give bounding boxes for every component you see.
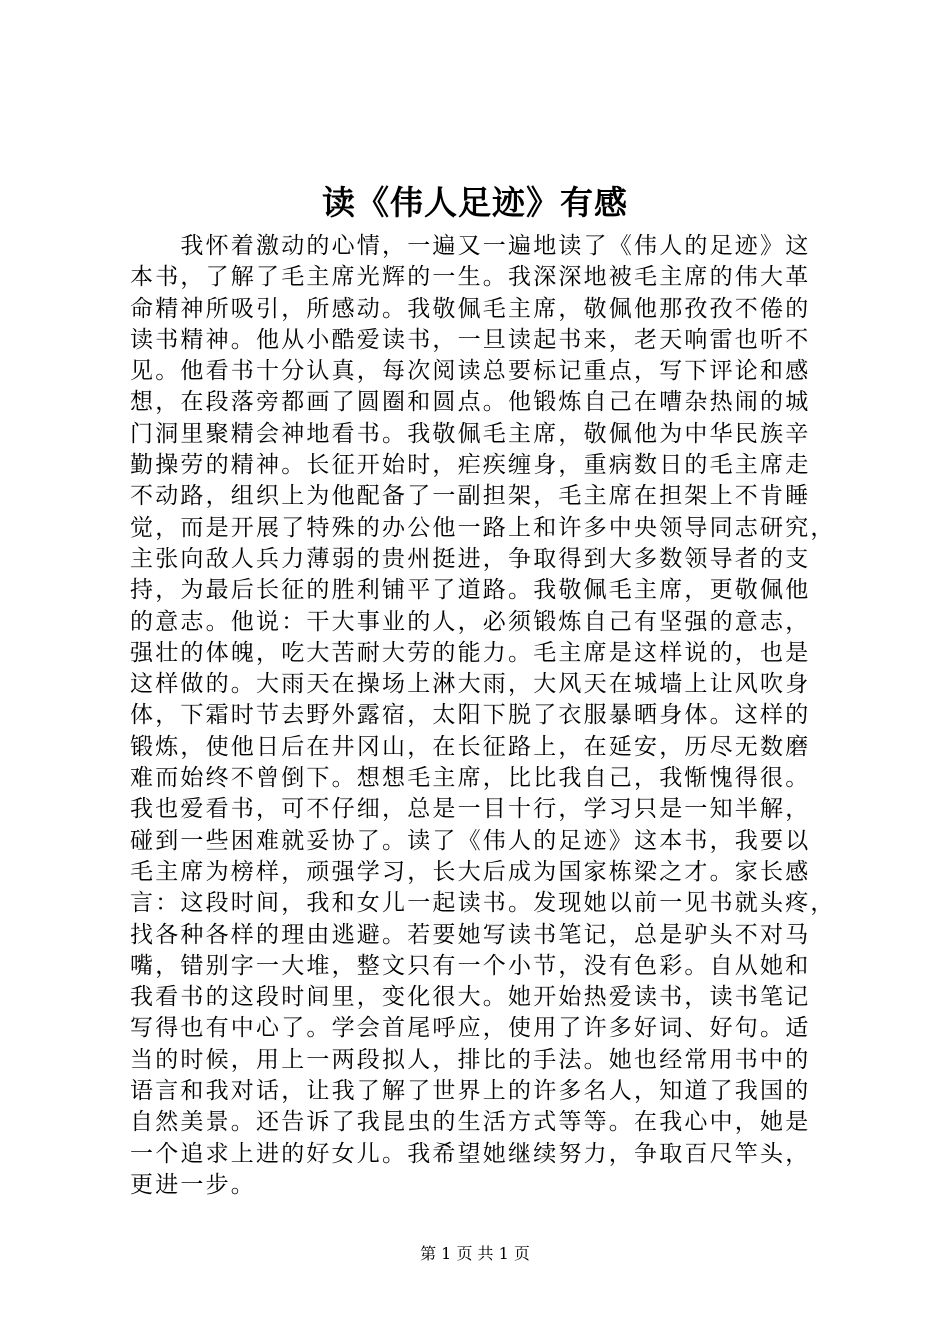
paragraph-line: 找各种各样的理由逃避。若要她写读书笔记，总是驴头不对马 bbox=[130, 921, 811, 948]
paragraph-line: 命精神所吸引，所感动。我敬佩毛主席，敬佩他那孜孜不倦的 bbox=[130, 295, 811, 322]
paragraph-line: 门洞里聚精会神地看书。我敬佩毛主席，敬佩他为中华民族辛 bbox=[130, 420, 811, 447]
paragraph-line: 锻炼，使他日后在井冈山，在长征路上，在延安，历尽无数磨 bbox=[130, 733, 811, 760]
paragraph-line: 读书精神。他从小酷爱读书，一旦读起书来，老天响雷也听不 bbox=[130, 326, 811, 353]
paragraph-line: 主张向敌人兵力薄弱的贵州挺进，争取得到大多数领导者的支 bbox=[130, 545, 811, 572]
paragraph-line: 毛主席为榜样，顽强学习，长大后成为国家栋梁之才。家长感 bbox=[130, 858, 811, 885]
paragraph-line: 写得也有中心了。学会首尾呼应，使用了许多好词、好句。适 bbox=[130, 1015, 811, 1042]
paragraph-line: 碰到一些困难就妥协了。读了《伟人的足迹》这本书，我要以 bbox=[130, 827, 811, 854]
paragraph-line: 勤操劳的精神。长征开始时，疟疾缠身，重病数日的毛主席走 bbox=[130, 452, 811, 479]
paragraph-line: 当的时候，用上一两段拟人，排比的手法。她也经常用书中的 bbox=[130, 1046, 811, 1073]
paragraph-line: 持，为最后长征的胜利铺平了道路。我敬佩毛主席，更敬佩他 bbox=[130, 577, 811, 604]
paragraph-line: 自然美景。还告诉了我昆虫的生活方式等等。在我心中，她是 bbox=[130, 1109, 811, 1136]
paragraph-line: 本书，了解了毛主席光辉的一生。我深深地被毛主席的伟大革 bbox=[130, 264, 811, 291]
page-footer: 第 1 页 共 1 页 bbox=[420, 1244, 530, 1263]
paragraph-line: 强壮的体魄，吃大苦耐大劳的能力。毛主席是这样说的，也是 bbox=[130, 639, 811, 666]
paragraph-line: 言：这段时间，我和女儿一起读书。发现她以前一见书就头疼， bbox=[130, 890, 836, 917]
document-title: 读《伟人足迹》有感 bbox=[322, 183, 628, 222]
paragraph-line: 觉，而是开展了特殊的办公他一路上和许多中央领导同志研究， bbox=[130, 514, 836, 541]
paragraph-line: 这样做的。大雨天在操场上淋大雨，大风天在城墙上让风吹身 bbox=[130, 671, 811, 698]
paragraph-line: 体，下霜时节去野外露宿，太阳下脱了衣服暴晒身体。这样的 bbox=[130, 702, 811, 729]
paragraph-line: 嘴，错别字一大堆，整文只有一个小节，没有色彩。自从她和 bbox=[130, 952, 811, 979]
paragraph-line: 想，在段落旁都画了圆圈和圆点。他锻炼自己在嘈杂热闹的城 bbox=[130, 389, 811, 416]
paragraph-line: 见。他看书十分认真，每次阅读总要标记重点，写下评论和感 bbox=[130, 358, 811, 385]
paragraph-line: 的意志。他说：干大事业的人，必须锻炼自己有坚强的意志， bbox=[130, 608, 811, 635]
paragraph-line: 我怀着激动的心情，一遍又一遍地读了《伟人的足迹》这 bbox=[130, 233, 811, 259]
paragraph-line: 语言和我对话，让我了解了世界上的许多名人，知道了我国的 bbox=[130, 1078, 811, 1105]
document-body bbox=[130, 231, 836, 1201]
paragraph-line: 我看书的这段时间里，变化很大。她开始热爱读书，读书笔记 bbox=[130, 984, 811, 1011]
paragraph-line: 我也爱看书，可不仔细，总是一目十行，学习只是一知半解， bbox=[130, 796, 811, 823]
paragraph-line: 更进一步。 bbox=[130, 1171, 256, 1198]
paragraph-line: 不动路，组织上为他配备了一副担架，毛主席在担架上不肯睡 bbox=[130, 483, 811, 510]
paragraph-line: 难而始终不曾倒下。想想毛主席，比比我自己，我惭愧得很。 bbox=[130, 765, 811, 792]
paragraph-line: 一个追求上进的好女儿。我希望她继续努力，争取百尺竿头， bbox=[130, 1140, 811, 1167]
